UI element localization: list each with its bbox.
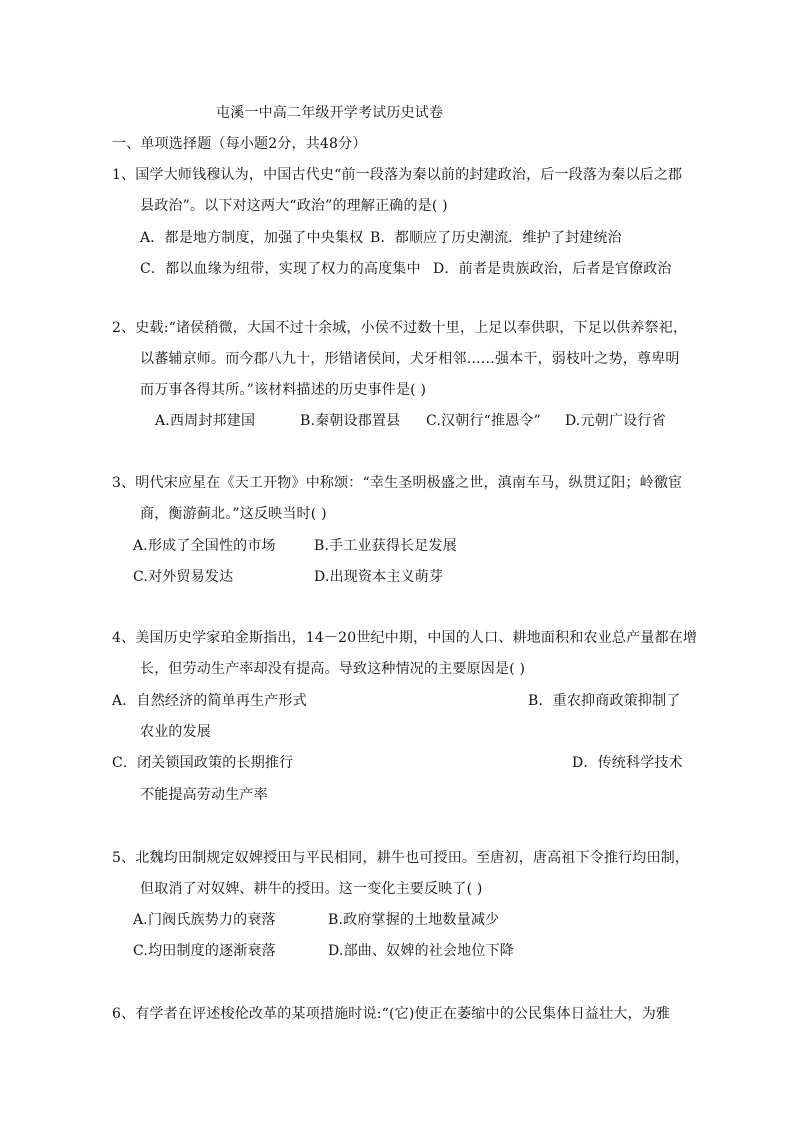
question-3-option-b: B.手工业获得长足发展 xyxy=(314,538,457,554)
question-2-option-d: D.元朝广设行省 xyxy=(565,413,666,429)
exam-title: 屯溪一中高二年级开学考试历史试卷 xyxy=(216,105,444,121)
question-5-stem-line-2: 但取消了对奴婢、耕牛的授田。这一变化主要反映了( ) xyxy=(140,881,483,897)
question-2-stem-line-3: 而万事各得其所。”该材料描述的历史事件是( ) xyxy=(140,382,427,398)
question-4-option-a: A．自然经济的简单再生产形式 xyxy=(112,693,307,709)
question-5-option-c: C.均田制度的逐渐衰落 xyxy=(133,943,276,959)
question-5-option-a: A.门阀氏族势力的衰落 xyxy=(133,912,276,928)
question-3-option-a: A.形成了全国性的市场 xyxy=(133,538,276,554)
question-2-option-b: B.秦朝设郡置县 xyxy=(300,413,401,429)
question-1-option-a: A．都是地方制度，加强了中央集权 xyxy=(140,230,364,246)
question-5-stem-line-1: 5、北魏均田制规定奴婢授田与平民相同，耕牛也可授田。至唐初，唐高祖下令推行均田制， xyxy=(112,850,690,866)
question-3-option-c: C.对外贸易发达 xyxy=(133,569,234,585)
question-2-stem-line-1: 2、史载:“诸侯稍微，大国不过十余城，小侯不过数十里，上足以奉供职，下足以供养祭祀， xyxy=(112,320,688,336)
question-3-option-d: D.出现资本主义萌芽 xyxy=(314,569,444,585)
question-3-stem-line-1: 3、明代宋应星在《天工开物》中称颂：“幸生圣明极盛之世，滇南车马，纵贯辽阳；岭徼宦 xyxy=(112,475,683,491)
question-2-stem-line-2: 以蕃辅京师。而今郡八九十，形错诸侯间，犬牙相邻……强本干，弱枝叶之势，尊卑明 xyxy=(140,351,680,367)
question-4-option-c: C．闭关锁国政策的长期推行 xyxy=(112,755,294,771)
question-4-stem-line-1: 4、美国历史学家珀金斯指出，14－20世纪中期，中国的人口、耕地面积和农业总产量都在增 xyxy=(112,630,698,646)
question-4-option-b-line-1: B．重农抑商政策抑制了 xyxy=(528,693,681,709)
question-2-option-a: A.西周封邦建国 xyxy=(155,413,256,429)
question-1-option-d: D．前者是贵族政治，后者是官僚政治 xyxy=(433,261,672,277)
question-5-option-d: D.部曲、奴婢的社会地位下降 xyxy=(328,943,514,959)
question-4-option-d-line-1: D．传统科学技术 xyxy=(572,755,683,771)
question-1-stem-line-1: 1、国学大师钱穆认为，中国古代史“前一段落为秦以前的封建政治，后一段落为秦以后之郡 xyxy=(112,167,683,183)
question-4-option-b-line-2: 农业的发展 xyxy=(140,724,211,740)
question-6-stem-line-1: 6、有学者在评述梭伦改革的某项措施时说:“(它)使正在萎缩中的公民集体日益壮大，为雅 xyxy=(112,1006,671,1022)
question-4-stem-line-2: 长，但劳动生产率却没有提高。导致这种情况的主要原因是( ) xyxy=(140,661,526,677)
question-3-stem-line-2: 商，衡游蓟北。”这反映当时( ) xyxy=(140,506,327,522)
question-5-option-b: B.政府掌握的土地数量减少 xyxy=(328,912,500,928)
section-heading: 一、单项选择题（每小题2分，共48分） xyxy=(112,136,367,152)
question-1-option-c: C．都以血缘为纽带，实现了权力的高度集中 xyxy=(140,261,421,277)
question-2-option-c: C.汉朝行“推恩令” xyxy=(426,413,541,429)
question-1-option-b: B．都顺应了历史潮流．维护了封建统治 xyxy=(370,230,622,246)
question-1-stem-line-2: 县政治”。以下对这两大“政治”的理解正确的是( ) xyxy=(140,198,448,214)
question-4-option-d-line-2: 不能提高劳动生产率 xyxy=(140,787,268,803)
